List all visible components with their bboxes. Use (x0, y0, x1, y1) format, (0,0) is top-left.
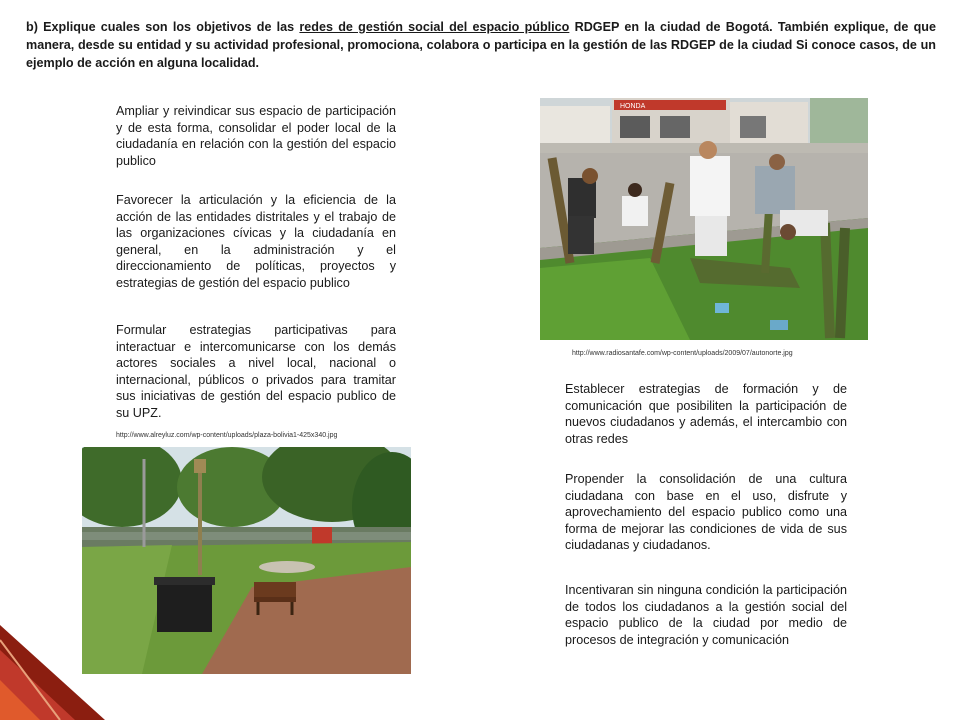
objective-6: Incentivaran sin ninguna condición la participación de todos los ciudadanos a la gestión social del espacio publico de la ciudad por medio de procesos de integración y comunicación (565, 583, 847, 647)
workers-photo (540, 98, 868, 340)
objective-5: Propender la consolidación de una cultura ciudadana con base en el uso, disfrute y aprovechamiento del espacio publico como una forma de mejorar las condiciones de vida de sus ciudadanas y ciudadanos. (565, 472, 847, 552)
objective-4: Establecer estrategias de formación y de comunicación que posibiliten la participación de nuevos ciudadanos y además, el intercambio con otras redes (565, 382, 847, 446)
workers-photo-caption[interactable]: http://www.radiosantafe.com/wp-content/uploads/2009/07/autonorte.jpg (572, 350, 793, 357)
objective-2: Favorecer la articulación y la eficiencia de la acción de las entidades distritales y el trabajo de las organizaciones cívicas y la ciudadanía en general, en la administración y el direccionamiento de políticas, proyectos y estrategias de gestión del espacio publico (116, 193, 396, 290)
park-photo-illustration (82, 447, 411, 674)
objective-3: Formular estrategias participativas para interactuar e intercomunicarse con los demás actores sociales a nivel local, nacional o internacional, públicos o privados para tramitar sus iniciativas de gestión del espacio publico de su UPZ. (116, 323, 396, 420)
park-photo (82, 447, 411, 674)
corner-decoration (0, 610, 120, 720)
header-text-2: RDGEP en la ciudad de Bogotá. También explique, de que manera, desde su entidad y su actividad profesional, promociona, colabora o participa en la gestión de las RDGEP de la ciudad Si conoce casos, de un ejemplo de acción en alguna localidad. (26, 20, 936, 70)
header-text-1: b) Explique cuales son los objetivos de las (26, 20, 300, 34)
header-link[interactable]: redes de gestión social del espacio público (299, 20, 570, 34)
question-header (26, 18, 936, 72)
workers-photo-illustration (540, 98, 868, 340)
park-photo-caption[interactable]: http://www.alreyluz.com/wp-content/uploads/plaza-bolivia1-425x340.jpg (116, 432, 338, 439)
objective-1: Ampliar y reivindicar sus espacio de participación y de esta forma, consolidar el poder local de la ciudadanía en relación con la gestión del espacio publico (116, 104, 396, 168)
shop-sign: HONDA (620, 103, 646, 110)
